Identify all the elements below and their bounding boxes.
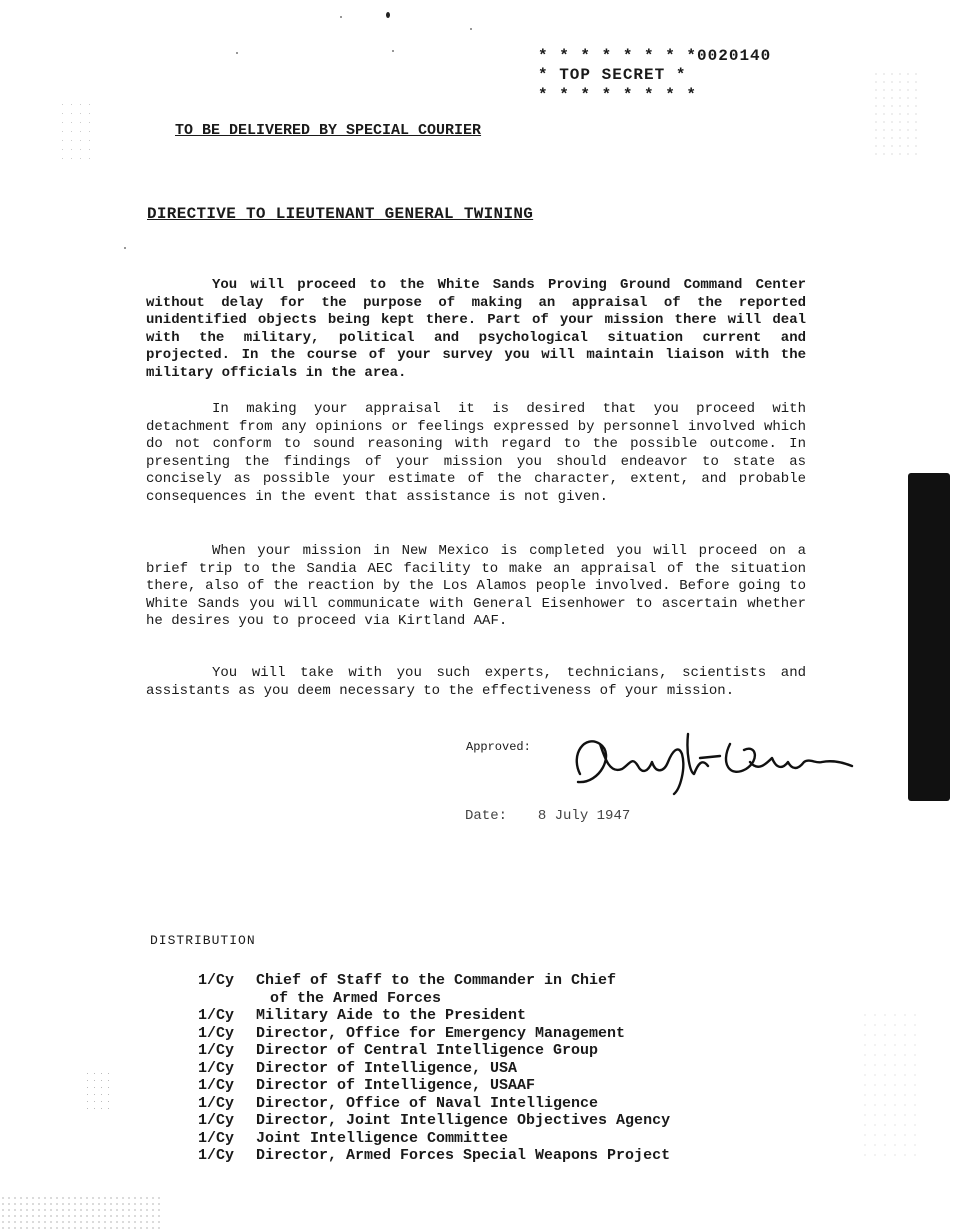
body-paragraph: In making your appraisal it is desired that you proceed with detachment from any opinions or feelings expressed by personnel involved which do not conform to sound reasoning with regard to the possible outcome. In presenting the findings of your mission you should endeavor to state as concisely as possible your estimate of the character, extent, and probable consequences in the event that assistance is not given.: [146, 401, 806, 505]
recipient: Joint Intelligence Committee: [256, 1129, 509, 1147]
header-stars-bottom: * * * * * * * *: [538, 86, 698, 104]
scan-noise: [58, 100, 98, 160]
copy-count: 1/Cy: [198, 1129, 235, 1147]
distribution-list: [198, 972, 758, 1165]
list-item: [198, 1095, 758, 1113]
recipient: Military Aide to the President: [256, 1007, 527, 1024]
body-paragraph: When your mission in New Mexico is completed you will proceed on a brief trip to the Sandia AEC facility to make an appraisal of the situation there, also of the reaction by the Los Alamos people involved. Before going to White Sands you will communicate with General Eisenhower to ascertain whether he desires you to proceed via Kirtland AAF.: [146, 543, 806, 629]
scan-speck: [386, 12, 390, 18]
copy-count: 1/Cy: [198, 1094, 235, 1112]
list-item: [198, 1007, 758, 1025]
header-stars-top: * * * * * * * *0020140: [538, 47, 772, 65]
recipient: Director, Office for Emergency Management: [256, 1024, 626, 1042]
scan-speck: [470, 28, 472, 30]
copy-count: 1/Cy: [198, 1059, 235, 1077]
copy-count: 1/Cy: [198, 1077, 235, 1094]
classification-marking: * TOP SECRET *: [538, 66, 687, 84]
recipient: Director of Intelligence, USA: [256, 1059, 518, 1077]
list-item: [198, 1042, 758, 1060]
scan-noise: [872, 70, 922, 160]
body-paragraph: You will take with you such experts, technicians, scientists and assistants as you deem necessary to the effectiveness of your mission.: [146, 665, 806, 699]
scan-speck: [392, 50, 394, 52]
directive-title: DIRECTIVE TO LIEUTENANT GENERAL TWINING: [147, 205, 534, 223]
copy-count: 1/Cy: [198, 1024, 235, 1042]
copy-count: 1/Cy: [198, 972, 235, 989]
recipient: Director of Central Intelligence Group: [256, 1042, 599, 1059]
recipient-continuation: of the Armed Forces: [270, 989, 442, 1007]
date-value: 8 July 1947: [537, 808, 631, 824]
courier-notice: TO BE DELIVERED BY SPECIAL COURIER: [175, 122, 482, 139]
signature-image: [560, 714, 860, 804]
recipient: Director, Office of Naval Intelligence: [256, 1094, 599, 1112]
list-item: [198, 1077, 758, 1095]
list-item: [198, 1112, 758, 1130]
scan-noise: [860, 1010, 920, 1160]
date-row: [465, 808, 630, 824]
scan-speck: [340, 16, 342, 18]
recipient: Chief of Staff to the Commander in Chief: [256, 972, 617, 989]
recipient: Director, Armed Forces Special Weapons Project: [256, 1147, 671, 1164]
control-number: 0020140: [697, 47, 772, 65]
copy-count: 1/Cy: [198, 1112, 235, 1129]
list-item: [198, 1130, 758, 1148]
copy-count: 1/Cy: [198, 1042, 235, 1059]
approved-label: Approved:: [466, 740, 531, 754]
scan-noise: [0, 1195, 160, 1232]
scan-speck: [124, 247, 126, 249]
list-item: [198, 1060, 758, 1078]
scan-speck: [236, 52, 238, 54]
date-label: Date:: [465, 808, 508, 824]
list-item: [198, 1025, 758, 1043]
list-item: [198, 1147, 758, 1165]
distribution-label: DISTRIBUTION: [150, 933, 256, 948]
scan-noise: [84, 1070, 114, 1110]
copy-count: 1/Cy: [198, 1007, 235, 1024]
scan-edge-bar: [908, 473, 950, 801]
recipient: Director of Intelligence, USAAF: [256, 1077, 536, 1094]
body-paragraph: You will proceed to the White Sands Proving Ground Command Center without delay for the purpose of making an appraisal of the reported unidentified objects being kept there. Part of your mission there will deal with the military, political and psychological situation current and projected. In the course of your survey you will maintain liaison with the military officials in the area.: [146, 277, 806, 381]
recipient: Director, Joint Intelligence Objectives Agency: [256, 1112, 671, 1129]
list-item: [198, 972, 758, 1007]
copy-count: 1/Cy: [198, 1147, 235, 1164]
